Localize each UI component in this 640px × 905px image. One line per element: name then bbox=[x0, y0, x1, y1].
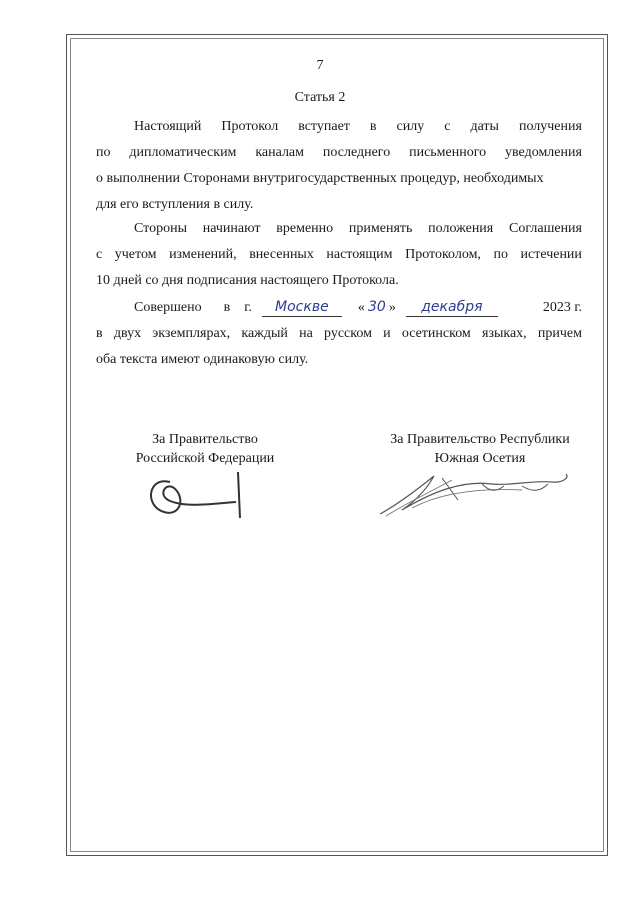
word: русском bbox=[324, 326, 372, 341]
word: внесенных bbox=[249, 247, 314, 262]
word: двух bbox=[113, 326, 142, 341]
word: и bbox=[383, 326, 391, 341]
para1-line-3 bbox=[96, 166, 582, 192]
word: о выполнении Сторонами внутригосударственных процедур, необходимых bbox=[96, 171, 544, 186]
word: Протокол bbox=[221, 119, 279, 134]
word: Настоящий bbox=[134, 119, 202, 134]
word: даты bbox=[470, 119, 499, 134]
year: 2023 г. bbox=[542, 300, 582, 315]
word: временно bbox=[276, 221, 334, 236]
word: получения bbox=[518, 119, 582, 134]
word: каналам bbox=[255, 145, 305, 160]
signatory-russia-line1: За Правительство bbox=[152, 432, 258, 447]
signature-south-ossetia bbox=[372, 462, 582, 520]
para3-line-2 bbox=[96, 321, 582, 347]
word: на bbox=[299, 326, 313, 341]
paragraph-entry-into-force bbox=[96, 114, 582, 218]
para1-line-1 bbox=[96, 114, 582, 140]
word: письменного bbox=[409, 145, 487, 160]
word: настоящим bbox=[326, 247, 393, 262]
word: применять bbox=[348, 221, 413, 236]
para2-line-1 bbox=[96, 216, 582, 242]
paragraph-provisional-application bbox=[96, 216, 582, 294]
word: экземплярах, bbox=[152, 326, 231, 341]
word: вступает bbox=[298, 119, 350, 134]
para2-line-3: 10 дней со дня подписания настоящего Протокола. bbox=[96, 273, 399, 288]
word: Протоколом, bbox=[405, 247, 481, 262]
para1-line-2 bbox=[96, 140, 582, 166]
signatory-russia-line2: Российской Федерации bbox=[135, 451, 275, 466]
word: Стороны bbox=[134, 221, 187, 236]
signatory-south-ossetia-line2: Южная Осетия bbox=[434, 451, 526, 466]
para1-line-4: для его вступления в силу. bbox=[96, 197, 254, 212]
word: Соглашения bbox=[509, 221, 582, 236]
word: языках, bbox=[482, 326, 527, 341]
city-prefix: г. bbox=[244, 300, 252, 315]
quote-close: » bbox=[388, 300, 396, 315]
word: по bbox=[96, 145, 111, 160]
paragraph-done-at bbox=[96, 295, 582, 373]
para2-line-2 bbox=[96, 242, 582, 268]
done-at-line bbox=[96, 295, 582, 321]
word: учетом bbox=[114, 247, 157, 262]
word: уведомления bbox=[505, 145, 582, 160]
signatory-south-ossetia-line1: За Правительство Республики bbox=[390, 432, 570, 447]
city-handwritten: Москве bbox=[262, 298, 342, 317]
word: изменений, bbox=[169, 247, 237, 262]
day-handwritten: 30 bbox=[367, 299, 386, 315]
word: начинают bbox=[202, 221, 261, 236]
word: силу bbox=[396, 119, 425, 134]
word: осетинском bbox=[401, 326, 471, 341]
in-label: в bbox=[223, 300, 231, 315]
quote-open: « bbox=[357, 300, 365, 315]
month-handwritten: декабря bbox=[406, 298, 498, 317]
article-title: Статья 2 bbox=[294, 90, 346, 105]
word: с bbox=[444, 119, 451, 134]
signature-russia bbox=[140, 462, 260, 524]
word: дипломатическим bbox=[129, 145, 237, 160]
done-label: Совершено bbox=[134, 300, 202, 315]
word: последнего bbox=[322, 145, 391, 160]
word: положения bbox=[428, 221, 494, 236]
page-number: 7 bbox=[316, 58, 324, 73]
word: в bbox=[96, 326, 103, 341]
word: в bbox=[369, 119, 377, 134]
para3-line-3: оба текста имеют одинаковую силу. bbox=[96, 352, 309, 367]
word: причем bbox=[537, 326, 582, 341]
word: истечении bbox=[520, 247, 582, 262]
word: каждый bbox=[241, 326, 288, 341]
word: с bbox=[96, 247, 103, 262]
word: по bbox=[493, 247, 508, 262]
